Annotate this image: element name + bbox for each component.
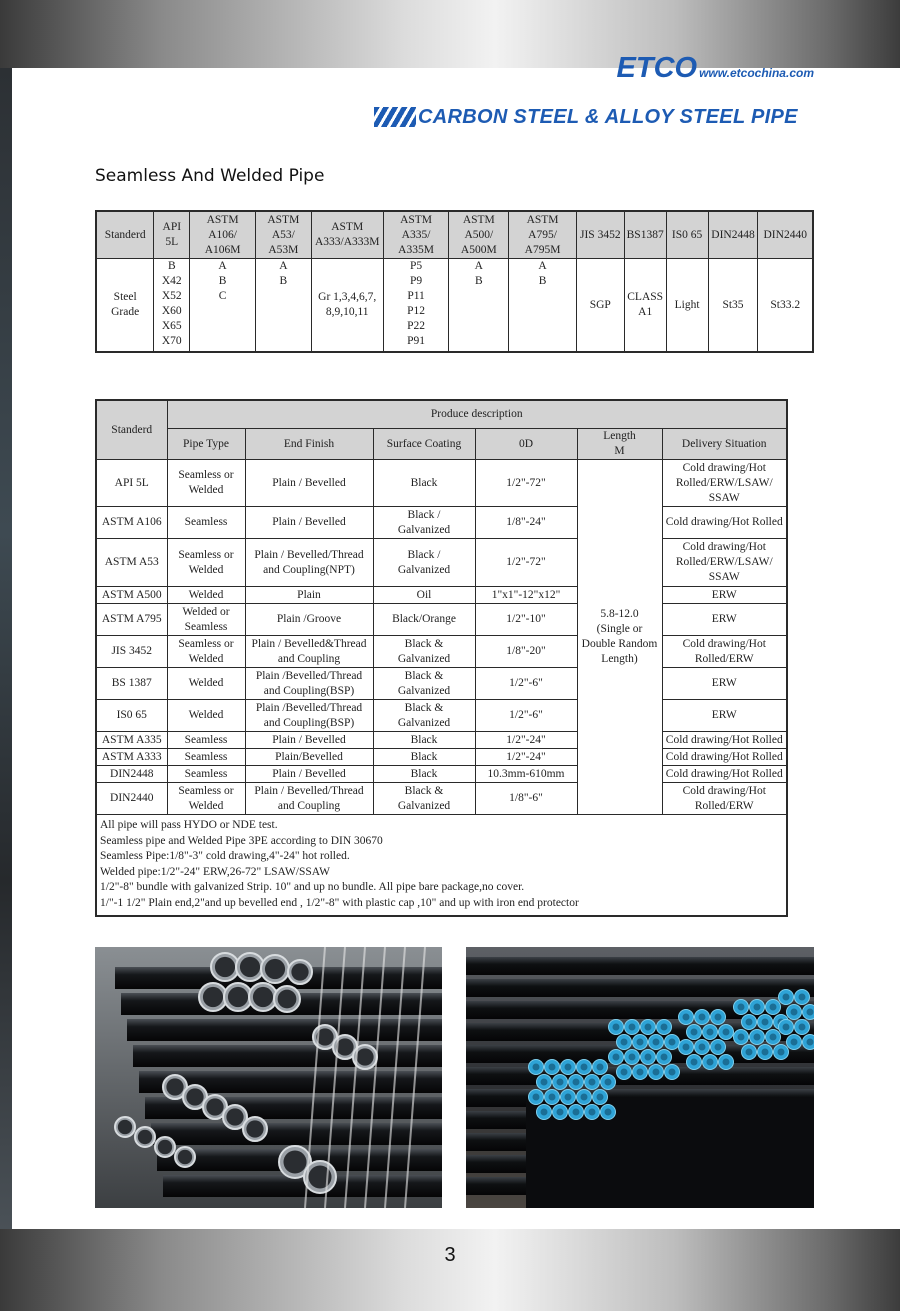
length-cell: 5.8-12.0 (Single or Double Random Length)	[577, 460, 662, 815]
pipe-type-cell: Seamless	[167, 766, 245, 783]
spec-row	[96, 668, 787, 700]
blue-pipe-cap-center	[783, 1024, 790, 1031]
blue-pipe-cap-center	[707, 1029, 714, 1036]
grade-standard-header: ASTM A335/ A335M	[383, 211, 449, 259]
end-finish-cell: Plain / Bevelled/Thread and Coupling	[245, 783, 373, 815]
grade-values-cell: A B	[255, 259, 311, 353]
blue-pipe-cap-center	[549, 1094, 556, 1101]
blue-pipe-cap-center	[533, 1094, 540, 1101]
spec-row	[96, 766, 787, 783]
blue-pipe-cap-center	[683, 1044, 690, 1051]
delivery-cell: ERW	[662, 700, 787, 732]
od-cell: 1/2"-72"	[475, 460, 577, 507]
delivery-cell: Cold drawing/Hot Rolled	[662, 766, 787, 783]
standard-cell: ASTM A795	[96, 604, 167, 636]
standard-cell: ASTM A333	[96, 749, 167, 766]
end-finish-cell: Plain / Bevelled	[245, 460, 373, 507]
blue-pipe-cap-center	[807, 1009, 814, 1016]
blue-pipe-cap-center	[691, 1059, 698, 1066]
spec-row	[96, 636, 787, 668]
standard-cell: IS0 65	[96, 700, 167, 732]
surface-coating-cell: Black	[373, 732, 475, 749]
pipe-bore	[278, 990, 297, 1009]
blue-pipe-cap-center	[629, 1054, 636, 1061]
row-label-steel-grade: Steel Grade	[96, 259, 154, 353]
blue-pipe-cap-center	[621, 1069, 628, 1076]
od-cell: 1/2"-24"	[475, 749, 577, 766]
blue-pipe-cap-center	[783, 994, 790, 1001]
spec-row	[96, 732, 787, 749]
photo-black-pipes-stacked	[95, 947, 442, 1208]
blue-pipe-cap-center	[573, 1109, 580, 1116]
grade-standard-header: ASTM A795/ A795M	[509, 211, 577, 259]
pipe-type-cell: Seamless or Welded	[167, 636, 245, 668]
delivery-cell: ERW	[662, 668, 787, 700]
surface-coating-cell: Black	[373, 460, 475, 507]
pipe-type-cell: Welded	[167, 668, 245, 700]
grade-values-cell: CLASS A1	[624, 259, 666, 353]
pipe-bore	[336, 1038, 353, 1055]
blue-pipe-cap-center	[613, 1054, 620, 1061]
spec-row	[96, 783, 787, 815]
grade-standard-header: API 5L	[154, 211, 190, 259]
blue-pipe-cap-center	[637, 1069, 644, 1076]
blue-pipe-cap-center	[541, 1109, 548, 1116]
standard-cell: DIN2448	[96, 766, 167, 783]
grade-values-cell: B X42 X52 X60 X65 X70	[154, 259, 190, 353]
pipe-bore	[215, 957, 235, 977]
blue-pipe-cap-center	[565, 1064, 572, 1071]
blue-pipe-cap-center	[557, 1109, 564, 1116]
blue-pipe-cap-center	[707, 1059, 714, 1066]
end-finish-cell: Plain / Bevelled	[245, 732, 373, 749]
blue-pipe-cap-center	[605, 1079, 612, 1086]
pipe-bore	[178, 1150, 192, 1164]
blue-pipe-cap-center	[669, 1039, 676, 1046]
grade-standard-header: BS1387	[624, 211, 666, 259]
pipe-type-header: Pipe Type	[167, 429, 245, 460]
pipe-type-cell: Seamless	[167, 732, 245, 749]
blue-pipe-cap-center	[778, 1049, 785, 1056]
pipe-type-cell: Seamless or Welded	[167, 460, 245, 507]
blue-pipe-cap-center	[791, 1009, 798, 1016]
blue-pipe-cap-center	[597, 1064, 604, 1071]
blue-pipe-cap-center	[661, 1024, 668, 1031]
delivery-header: Delivery Situation	[662, 429, 787, 460]
blue-pipe-cap-center	[723, 1029, 730, 1036]
surface-coating-cell: Black & Galvanized	[373, 783, 475, 815]
end-finish-header: End Finish	[245, 429, 373, 460]
end-finish-cell: Plain / Bevelled/Thread and Coupling(NPT)	[245, 539, 373, 587]
delivery-cell: Cold drawing/Hot Rolled	[662, 749, 787, 766]
end-finish-cell: Plain / Bevelled	[245, 766, 373, 783]
spec-table-body	[96, 460, 787, 815]
blue-pipe-cap-center	[770, 1034, 777, 1041]
blue-pipe-cap-center	[597, 1094, 604, 1101]
od-cell: 10.3mm-610mm	[475, 766, 577, 783]
delivery-cell: ERW	[662, 587, 787, 604]
grade-values-cell: P5 P9 P11 P12 P22 P91	[383, 259, 449, 353]
pipe-body	[466, 979, 814, 997]
blue-pipe-cap-center	[645, 1054, 652, 1061]
grade-values-cell: SGP	[576, 259, 624, 353]
pipe-type-cell: Seamless	[167, 507, 245, 539]
blue-pipe-cap-center	[605, 1109, 612, 1116]
spec-row	[96, 539, 787, 587]
standard-cell: JIS 3452	[96, 636, 167, 668]
blue-pipe-cap-center	[645, 1024, 652, 1031]
pipe-bore	[118, 1120, 132, 1134]
pipe-type-cell: Welded	[167, 587, 245, 604]
pipe-bore	[291, 963, 308, 980]
row-label-standard: Standerd	[96, 211, 154, 259]
delivery-cell: Cold drawing/Hot Rolled/ERW/LSAW/ SSAW	[662, 460, 787, 507]
spec-row	[96, 604, 787, 636]
spec-row	[96, 700, 787, 732]
pipe-bore	[206, 1098, 223, 1115]
blue-pipe-cap-center	[770, 1004, 777, 1011]
grade-standard-header: ASTM A333/A333M	[311, 211, 383, 259]
blue-pipe-cap-center	[589, 1109, 596, 1116]
od-cell: 1/2"-72"	[475, 539, 577, 587]
blue-pipe-cap-center	[661, 1054, 668, 1061]
standard-cell: BS 1387	[96, 668, 167, 700]
blue-pipe-cap-center	[762, 1019, 769, 1026]
grade-standard-header: IS0 65	[666, 211, 708, 259]
grade-values-cell: Gr 1,3,4,6,7, 8,9,10,11	[311, 259, 383, 353]
blue-pipe-cap-center	[581, 1064, 588, 1071]
blue-pipe-cap-center	[715, 1044, 722, 1051]
spec-row	[96, 460, 787, 507]
blue-pipe-cap-center	[557, 1079, 564, 1086]
od-cell: 1/8"-6"	[475, 783, 577, 815]
pipe-bore	[246, 1120, 263, 1137]
grade-values-cell: Light	[666, 259, 708, 353]
length-header: Length M	[577, 429, 662, 460]
grade-table-grade-row	[96, 259, 813, 353]
pipe-body	[163, 1175, 442, 1197]
surface-coating-cell: Black / Galvanized	[373, 507, 475, 539]
standard-cell: ASTM A335	[96, 732, 167, 749]
pipe-type-cell: Seamless	[167, 749, 245, 766]
standard-cell: ASTM A106	[96, 507, 167, 539]
od-cell: 1/8"-24"	[475, 507, 577, 539]
blue-pipe-cap-center	[573, 1079, 580, 1086]
delivery-cell: Cold drawing/Hot Rolled	[662, 507, 787, 539]
pipe-stack-photo-left	[95, 947, 442, 1208]
blue-pipe-cap-center	[799, 1024, 806, 1031]
blue-pipe-cap-center	[762, 1049, 769, 1056]
blue-pipe-cap-center	[723, 1059, 730, 1066]
blue-pipe-cap-center	[581, 1094, 588, 1101]
delivery-cell: Cold drawing/Hot Rolled	[662, 732, 787, 749]
od-cell: 1/8"-20"	[475, 636, 577, 668]
note-line: 1/"-1 1/2" Plain end,2"and up bevelled end , 1/2"-8" with plastic cap ,10" and up with iron end protector	[100, 896, 579, 909]
grade-standard-header: ASTM A106/ A106M	[190, 211, 256, 259]
od-cell: 1/2"-6"	[475, 668, 577, 700]
grade-values-cell: A B	[449, 259, 509, 353]
blue-pipe-cap-center	[565, 1094, 572, 1101]
surface-coating-cell: Oil	[373, 587, 475, 604]
blue-pipe-cap-center	[691, 1029, 698, 1036]
grade-standard-header: DIN2448	[708, 211, 758, 259]
pipe-bore	[158, 1140, 172, 1154]
note-line: 1/2"-8" bundle with galvanized Strip. 10" and up no bundle. All pipe bare package,no cover.	[100, 881, 525, 894]
blue-pipe-cap-center	[738, 1004, 745, 1011]
grade-standard-header: JIS 3452	[576, 211, 624, 259]
end-finish-cell: Plain /Bevelled/Thread and Coupling(BSP)	[245, 700, 373, 732]
pipe-type-cell: Seamless or Welded	[167, 539, 245, 587]
notes-row	[96, 815, 787, 916]
pipe-bore	[166, 1078, 183, 1095]
delivery-cell: Cold drawing/Hot Rolled/ERW	[662, 636, 787, 668]
logo-url: www.etcochina.com	[699, 66, 814, 80]
bottom-gradient-band	[0, 1229, 900, 1311]
delivery-cell: ERW	[662, 604, 787, 636]
grade-values-cell: St33.2	[758, 259, 813, 353]
grade-values-cell: A B	[509, 259, 577, 353]
surface-coating-cell: Black	[373, 749, 475, 766]
pipe-bore	[265, 959, 285, 979]
blue-pipe-cap-center	[699, 1044, 706, 1051]
grade-table-header-row	[96, 211, 813, 259]
spec-header-row-2	[96, 429, 787, 460]
pipe-bore	[186, 1088, 203, 1105]
spec-row	[96, 507, 787, 539]
od-cell: 1/2"-24"	[475, 732, 577, 749]
blue-pipe-cap-center	[533, 1064, 540, 1071]
note-line: Welded pipe:1/2"-24" ERW,26-72" LSAW/SSAW	[100, 865, 331, 878]
od-cell: 1/2"-6"	[475, 700, 577, 732]
note-line: Seamless pipe and Welded Pipe 3PE according to DIN 30670	[100, 834, 383, 847]
blue-pipe-cap-center	[683, 1014, 690, 1021]
blue-pipe-cap-center	[669, 1069, 676, 1076]
grade-standard-header: DIN2440	[758, 211, 813, 259]
end-finish-cell: Plain	[245, 587, 373, 604]
pipe-type-cell: Seamless or Welded	[167, 783, 245, 815]
section-title: Seamless And Welded Pipe	[95, 166, 325, 186]
od-cell: 1"x1"-12"x12"	[475, 587, 577, 604]
blue-pipe-cap-center	[738, 1034, 745, 1041]
blue-pipe-cap-center	[807, 1039, 814, 1046]
note-line: All pipe will pass HYDO or NDE test.	[100, 819, 278, 831]
end-finish-cell: Plain / Bevelled&Thread and Coupling	[245, 636, 373, 668]
pipe-bore	[253, 987, 273, 1007]
spec-row	[96, 749, 787, 766]
blue-pipe-cap-center	[653, 1069, 660, 1076]
spec-header-row-1	[96, 400, 787, 429]
standard-cell: API 5L	[96, 460, 167, 507]
od-header: 0D	[475, 429, 577, 460]
pipe-type-cell: Welded	[167, 700, 245, 732]
pipe-type-cell: Welded or Seamless	[167, 604, 245, 636]
etco-logo	[617, 52, 814, 85]
surface-coating-cell: Black	[373, 766, 475, 783]
standard-cell: DIN2440	[96, 783, 167, 815]
photo-pipes-blue-caps	[466, 947, 814, 1208]
blue-pipe-cap-center	[541, 1079, 548, 1086]
standard-cell: ASTM A53	[96, 539, 167, 587]
logo-text: ETCO	[616, 52, 698, 84]
surface-coating-cell: Black & Galvanized	[373, 636, 475, 668]
pipe-bore	[228, 987, 248, 1007]
delivery-cell: Cold drawing/Hot Rolled/ERW/LSAW/ SSAW	[662, 539, 787, 587]
blue-pipe-cap-center	[637, 1039, 644, 1046]
blue-pipe-cap-center	[621, 1039, 628, 1046]
pipe-body	[466, 957, 814, 975]
blue-pipe-cap-center	[589, 1079, 596, 1086]
pipe-bore	[283, 1150, 306, 1173]
produce-description-table	[95, 399, 788, 917]
steel-grade-table	[95, 210, 814, 353]
produce-description-header: Produce description	[167, 400, 787, 429]
spec-row	[96, 587, 787, 604]
note-line: Seamless Pipe:1/8"-3" cold drawing,4"-24" hot rolled.	[100, 850, 350, 863]
left-edge-strip	[0, 68, 12, 1229]
blue-pipe-cap-center	[746, 1049, 753, 1056]
grade-standard-header: ASTM A500/ A500M	[449, 211, 509, 259]
blue-pipe-cap-center	[549, 1064, 556, 1071]
banner-stripes-icon	[374, 107, 416, 127]
blue-pipe-cap-center	[754, 1004, 761, 1011]
delivery-cell: Cold drawing/Hot Rolled/ERW	[662, 783, 787, 815]
grade-values-cell: St35	[708, 259, 758, 353]
grade-values-cell: A B C	[190, 259, 256, 353]
standard-cell: ASTM A500	[96, 587, 167, 604]
blue-pipe-cap-center	[653, 1039, 660, 1046]
blue-pipe-cap-center	[715, 1014, 722, 1021]
blue-pipe-cap-center	[746, 1019, 753, 1026]
surface-coating-cell: Black & Galvanized	[373, 700, 475, 732]
grade-standard-header: ASTM A53/ A53M	[255, 211, 311, 259]
pipe-bore	[240, 957, 260, 977]
end-finish-cell: Plain/Bevelled	[245, 749, 373, 766]
blue-pipe-cap-center	[799, 994, 806, 1001]
standard-header: Standerd	[96, 400, 167, 460]
pipe-bore	[226, 1108, 243, 1125]
pipe-body	[151, 1123, 442, 1145]
banner-title: CARBON STEEL & ALLOY STEEL PIPE	[418, 105, 798, 128]
pipe-bore	[356, 1048, 373, 1065]
blue-pipe-cap-center	[791, 1039, 798, 1046]
pipe-body	[127, 1019, 442, 1041]
od-cell: 1/2"-10"	[475, 604, 577, 636]
blue-pipe-cap-center	[754, 1034, 761, 1041]
blue-pipe-cap-center	[629, 1024, 636, 1031]
end-finish-cell: Plain /Groove	[245, 604, 373, 636]
surface-coating-cell: Black/Orange	[373, 604, 475, 636]
surface-coating-header: Surface Coating	[373, 429, 475, 460]
end-finish-cell: Plain / Bevelled	[245, 507, 373, 539]
surface-coating-cell: Black & Galvanized	[373, 668, 475, 700]
pipe-stack-photo-right	[466, 947, 814, 1208]
surface-coating-cell: Black / Galvanized	[373, 539, 475, 587]
page-banner	[374, 104, 798, 130]
blue-pipe-cap-center	[699, 1014, 706, 1021]
pipe-bore	[203, 987, 223, 1007]
pipe-bore	[138, 1130, 152, 1144]
end-finish-cell: Plain /Bevelled/Thread and Coupling(BSP)	[245, 668, 373, 700]
blue-pipe-cap-center	[613, 1024, 620, 1031]
page-number: 3	[444, 1244, 456, 1266]
notes-cell	[96, 815, 787, 916]
